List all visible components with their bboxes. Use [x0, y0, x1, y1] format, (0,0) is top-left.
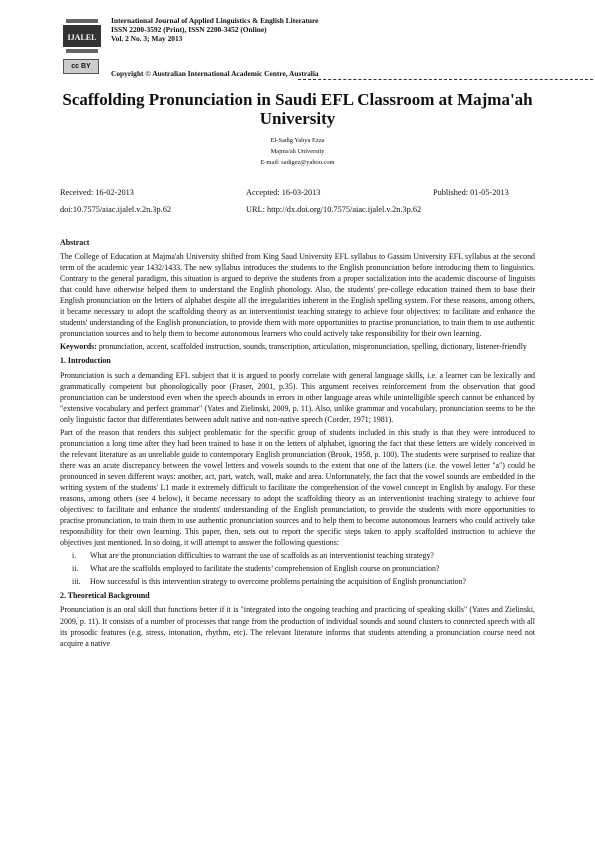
accepted-date: Accepted: 16-03-2013 [246, 188, 321, 197]
intro-paragraph-1: Pronunciation is such a demanding EFL subject that it is argued to poorly correlate with general language skills, i.e. a learner can be lexically and grammatically competent but phonologically poor (Fraser, 2001, p.35). This argument receives reinforcement from the observation that good pronunciation can be understood even when the speech abounds in errors in other language areas while unintelligible speech cannot be enhanced by "extensive vocabulary and perfect grammar" (Yates and Zielinski, 2009, p. 11). Also, unlike grammar and vocabulary, pronunciation seems to be the only linguistic factor that differentiates between adult native and non-native speech (Corder, 1971; 1981). [60, 370, 535, 424]
paper-title: Scaffolding Pronunciation in Saudi EFL Classroom at Majma'ah University [62, 90, 533, 128]
journal-issn: ISSN 2200-3592 (Print), ISSN 2200-3452 (Online) [111, 25, 267, 35]
journal-volume: Vol. 2 No. 3; May 2013 [111, 34, 183, 44]
intro-heading: 1. Introduction [60, 356, 111, 366]
doi: doi:10.7575/aiac.ijalel.v.2n.3p.62 [60, 205, 171, 214]
doi-url[interactable]: URL: http://dx.doi.org/10.7575/aiac.ijalel.v.2n.3p.62 [246, 205, 422, 214]
journal-name: International Journal of Applied Linguistics & English Literature [111, 16, 319, 25]
background-heading: 2. Theoretical Background [60, 591, 150, 601]
list-item: i. What are the pronunciation difficulties to warrant the use of scaffolds as an interventionist teaching strategy? [72, 551, 434, 561]
journal-logo [60, 17, 104, 57]
author-name: El-Sadig Yahya Ezza [270, 137, 325, 144]
list-item: iii. How successful is this intervention strategy to overcome problems pertaining the acquisition of English pronunciation? [72, 577, 467, 587]
keywords-label: Keywords: [60, 342, 97, 352]
background-paragraph-1: Pronunciation is an oral skill that functions better if it is "integrated into the ongoing teaching and practicing of speaking skills" (Yates and Zielinski, 2009, p. 11). It consists of a number of processes that range from the production of individual sounds and sound clusters to connected speech with all its prosodic features (e.g. stress, intonation, rhythm, etc). The relevant literature informs that students attending a pronunciation course need not acquire a native [60, 605, 535, 648]
abstract-heading: Abstract [60, 238, 90, 247]
author-block [60, 135, 535, 168]
cc-license-badge: cc BY [63, 59, 99, 74]
logo-text: IJALEL [67, 33, 97, 42]
published-date: Published: 01-05-2013 [433, 188, 509, 197]
abstract-text: The College of Education at Majma'ah University shifted from King Saud University EFL syllabus to Gassim University EFL syllabus at the second term of the academic year 1432/1433. The new syllabus introduces the students to the English pronunciation before introducing them to linguistics. Contrary to the general paradigm, this situation is argued to deprive the students from a proper socialization into the academic discourse of linguists that could have otherwise helped them to understand the English phonology. Also, the students' pre-college education trained them to base their English pronunciation on the letters of alphabet despite all the irregularities inherent in the English spelling system. For these reasons, among others, it became necessary to adopt the scaffolding theory as an interventionist teaching strategy to achieve four objectives: to facilitate and enhance the students' understanding of the English pronunciation, to provide them with more opportunities to practise pronunciation, to train them to use authentic pronunciation sources and to help them to become autonomous learners who could actively take responsibility for their own learning. [60, 252, 535, 339]
copyright-line: Copyright © Australian International Academic Centre, Australia [111, 69, 319, 78]
keywords-text: pronunciation, accent, scaffolded instruction, sounds, transcription, articulation, mispronunciation, spelling, dictionary, listener-friendly [98, 342, 527, 352]
journal-header [60, 14, 550, 84]
list-item: ii. What are the scaffolds employed to facilitate the students’ comprehension of English course on pronunciation? [72, 564, 440, 574]
research-questions [60, 550, 535, 587]
paper-body [60, 234, 535, 651]
author-email: E-mail: sadigez@yahoo.com [260, 159, 335, 166]
header-divider [298, 79, 595, 80]
intro-paragraph-2: Part of the reason that renders this subject problematic for the specific group of students included in this study is that they were introduced to pronunciation a long time after they had been trained to base it on the letters of alphabet, ignoring the fact that these letters are widely conceived in the relevant literature as an unreliable guide to contemporary English pronunciation (Brook, 1958, p. 100). The students were surprised to realize that there was an acute discrepancy between the vowel letters and vowels sounds to the extent that one of the latters (i.e. the vowel letter "a") could be pronounced in seven different ways: another, act, part, watch, wall, make and area. Unfortunately, the fact that the vowel sounds are embedded in the writing system of the students' L1 made it extremely difficult to facilitate the comprehension of the vowel concept in English by analogy. For these reasons, among others (see 4 below), it became necessary to adopt the scaffolding theory as an interventionist teaching strategy to achieve four objectives: to facilitate and enhance the students' understanding of the English pronunciation, to provide the students with more opportunities to practise pronunciation, to train them to use authentic pronunciation sources and to help them to become autonomous learners who could actively take responsibility for their own learning. This paper, then, sets out to report the specific steps taken to apply scaffolded instruction to achieve the objectives just mentioned. In so doing, it will attempt to answer the following questions: [60, 427, 535, 548]
journal-info [111, 16, 318, 44]
author-affiliation: Majma'ah University [270, 148, 325, 155]
keywords [60, 341, 535, 352]
received-date: Received: 16-02-2013 [60, 188, 134, 197]
